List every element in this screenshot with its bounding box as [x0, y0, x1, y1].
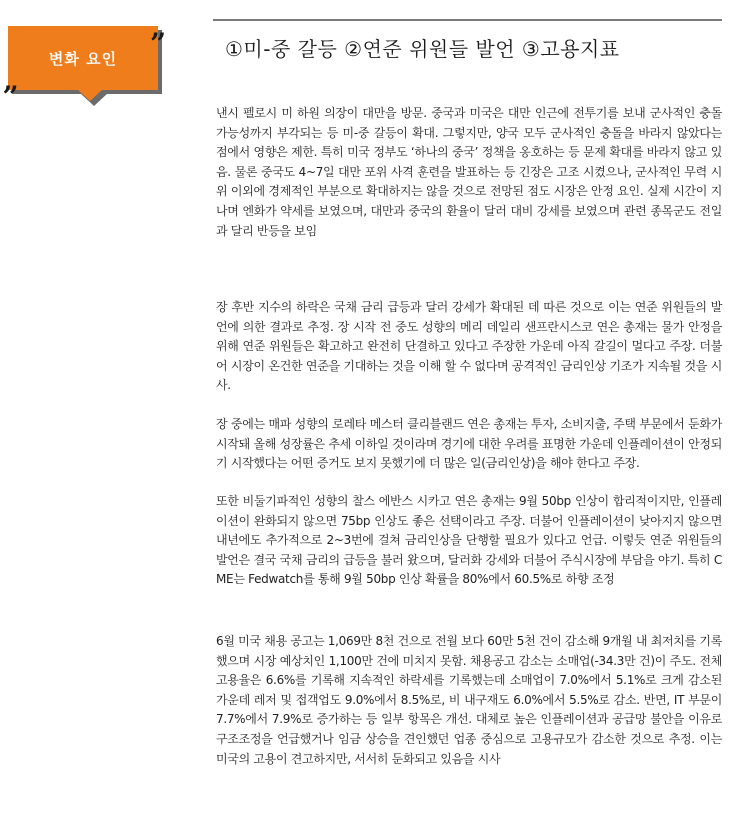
paragraph-us-china-tension: 낸시 펠로시 미 하원 의장이 대만을 방문. 중국과 미국은 대만 인근에 전투기를 보내 군사적인 충돌 가능성까지 부각되는 등 미-중 갈등이 확대. 그렇지만, 양국 모두 군사적인 충돌을 바라지 않았다는 점에서 영향은 제한. 특히 미국 정부도 ‘하나의 중국’ 정책을 옹호하는 등 문제 확대를 바라지 않고 있음. 물론 중국도 4~7일 대만 포위 사격 훈련을 발표하는 등 긴장은 고조 시켰으나, 군사적인 무력 시위 이외에 경제적인 부분으로 확대하지는 않을 것으로 전망된 점도 시장은 안정 요인. 실제 시간이 지나며 엔화가 약세를 보였으며, 대만과 중국의 환율이 달러 대비 강세를 보였으며 관련 종목군도 전일과 달리 반등을 보임	[216, 106, 722, 238]
header-rule	[213, 19, 722, 21]
badge-label: 변화 요인	[8, 26, 158, 90]
badge-pointer	[77, 89, 103, 101]
paragraph-fed-evans: 또한 비둘기파적인 성향의 찰스 에반스 시카고 연은 총재는 9월 50bp 인상이 합리적이지만, 인플레이션이 완화되지 않으면 75bp 인상도 좋은 선택이라고 주장. 더불어 인플레이션이 낮아지지 않으면 내년에도 추가적으로 2~3번에 걸쳐 금리인상을 단행할 필요가 있다고 언급. 이렇듯 연준 위원들의 발언은 결국 국채 금리의 급등을 불러 왔으며, 달러화 강세와 더불어 주식시장에 부담을 야기. 특히 CME는 Fedwatch를 통해 9월 50bp 인상 확률을 80%에서 60.5%로 하향 조정	[216, 494, 722, 587]
quote-open-mark: ”	[150, 27, 167, 60]
section-headline: ①미-중 갈등 ②연준 위원들 발언 ③고용지표	[225, 37, 620, 61]
paragraph-fed-daly: 장 후반 지수의 하락은 국채 금리 급등과 달러 강세가 확대된 데 따른 것으로 이는 연준 위원들의 발언에 의한 결과로 추정. 장 시작 전 중도 성향의 메리 데일리 샌프란시스코 연은 총재는 물가 안정을 위해 연준 위원들은 확고하고 완전히 단결하고 있다고 주장한 가운데 아직 갈길이 멀다고 주장. 더불어 시장이 온건한 연준을 기대하는 것을 이해 할 수 없다며 공격적인 금리인상 기조가 지속될 것을 시사.	[216, 300, 722, 393]
paragraph-jobs-data: 6월 미국 채용 공고는 1,069만 8천 건으로 전월 보다 60만 5천 건이 감소해 9개월 내 최저치를 기록했으며 시장 예상치인 1,100만 건에 미치지 못함. 채용공고 감소는 소매업(-34.3만 건)이 주도. 전체 고용율은 6.6%를 기록해 지속적인 하락세를 기록했는데 소매업이 7.0%에서 5.1%로 크게 감소된 가운데 레저 및 접객업도 9.0%에서 8.5%로, 비 내구재도 6.0%에서 5.5%로 감소. 반면, IT 부문이 7.7%에서 7.9%로 증가하는 등 일부 항목은 개선. 대체로 높은 인플레이션과 공급망 불안을 이유로 구조조정을 언급했거나 임금 상승을 견인했던 업종 중심으로 고용규모가 감소한 것으로 추정. 이는 미국의 고용이 견고하지만, 서서히 둔화되고 있음을 시사	[216, 634, 722, 766]
paragraph-fed-mester: 장 중에는 매파 성향의 로레타 메스터 클리블랜드 연은 총재는 투자, 소비지출, 주택 부문에서 둔화가 시작돼 올해 성장률은 추세 이하일 것이라며 경기에 대한 우려를 표명한 가운데 인플레이션이 안정되기 시작했다는 어떤 증거도 보지 못했기에 더 많은 일(금리인상)을 해야 한다고 주장.	[216, 417, 722, 471]
quote-close-mark: „	[3, 64, 20, 97]
